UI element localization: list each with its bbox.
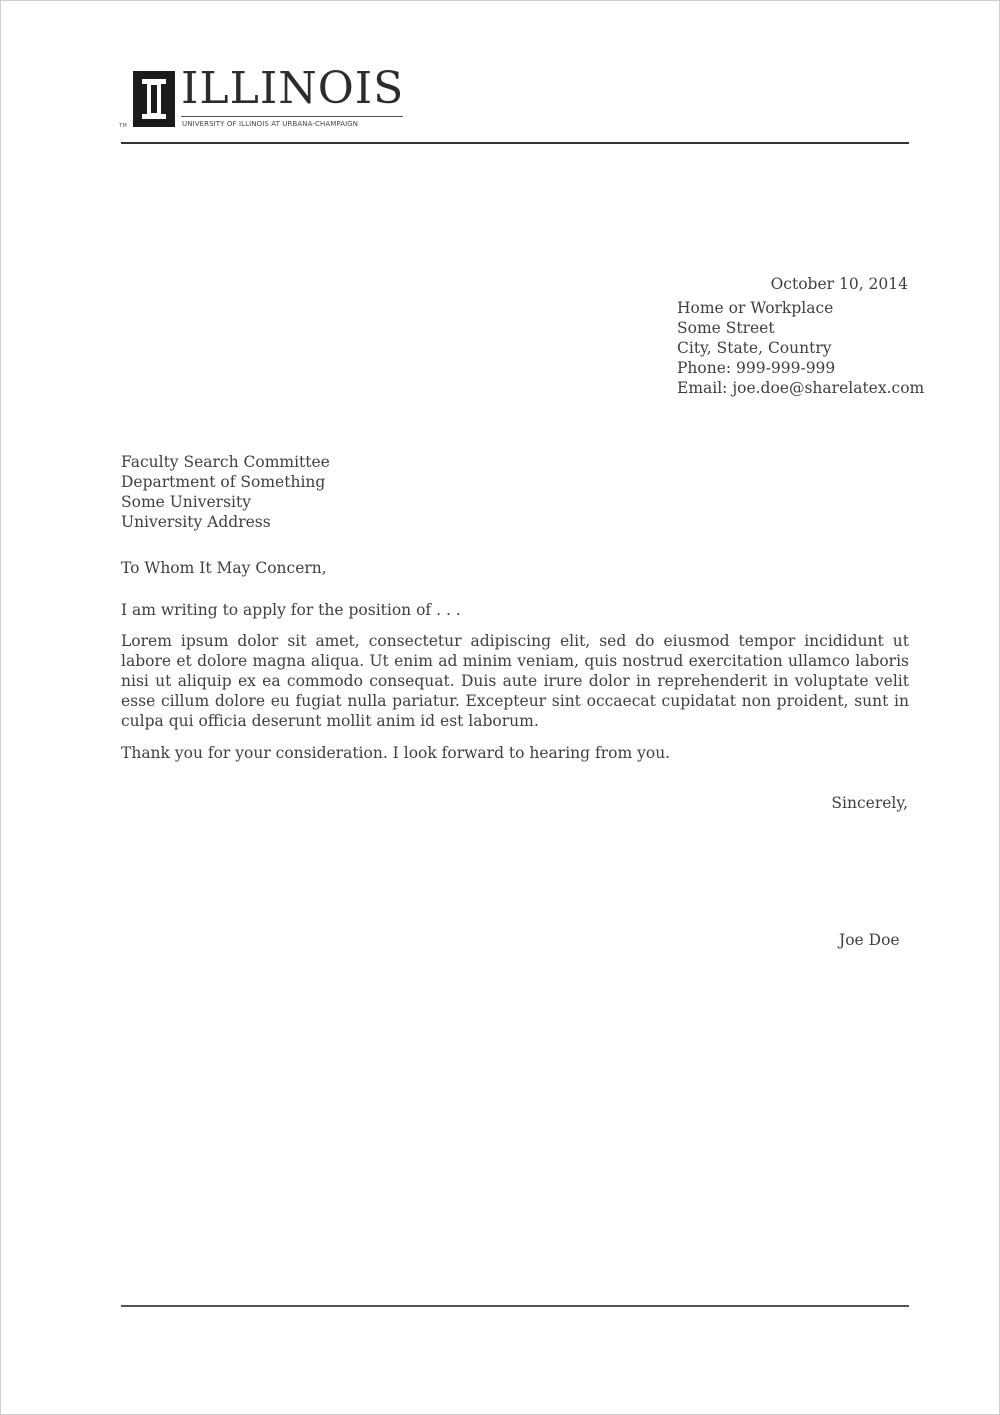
opening-line: I am writing to apply for the position of . . .: [121, 601, 461, 619]
recipient-address-line: Department of Something: [121, 473, 326, 491]
logo-divider: [181, 116, 403, 117]
signoff: Sincerely,: [831, 794, 908, 812]
closing-paragraph: Thank you for your consideration. I look forward to hearing from you.: [121, 744, 671, 762]
university-logo: [119, 63, 409, 133]
sender-address-line: Home or Workplace: [677, 299, 834, 317]
recipient-address-line: Faculty Search Committee: [121, 453, 330, 471]
trademark-mark: TM: [119, 123, 128, 129]
block-i-icon: [133, 71, 175, 127]
sender-phone: Phone: 999-999-999: [677, 359, 836, 377]
footer-rule: [121, 1305, 909, 1307]
letter-date: October 10, 2014: [770, 275, 908, 293]
body-paragraph: Lorem ipsum dolor sit amet, consectetur adipiscing elit, sed do eiusmod tempor incididunt ut labore et dolore magna aliqua. Ut enim ad minim veniam, quis nostrud exercitation ullamco laboris nisi ut aliquip ex ea commodo consequat. Duis aute irure dolor in reprehenderit in voluptate velit esse cillum dolore eu fugiat nulla pariatur. Excepteur sint occaecat cupidatat non proident, sunt in culpa qui officia deserunt mollit anim id est laborum.: [121, 632, 909, 730]
sender-address-line: Some Street: [677, 319, 775, 337]
logo-wordmark: ILLINOIS: [181, 63, 405, 114]
sender-address-line: City, State, Country: [677, 339, 832, 357]
logo-subtitle: UNIVERSITY OF ILLINOIS AT URBANA-CHAMPAIGN: [182, 120, 359, 128]
recipient-address-line: Some University: [121, 493, 251, 511]
sender-email: Email: joe.doe@sharelatex.com: [677, 379, 925, 397]
signature-name: Joe Doe: [839, 931, 900, 949]
salutation: To Whom It May Concern,: [121, 559, 327, 577]
header-rule: [121, 142, 909, 144]
recipient-address-line: University Address: [121, 513, 271, 531]
